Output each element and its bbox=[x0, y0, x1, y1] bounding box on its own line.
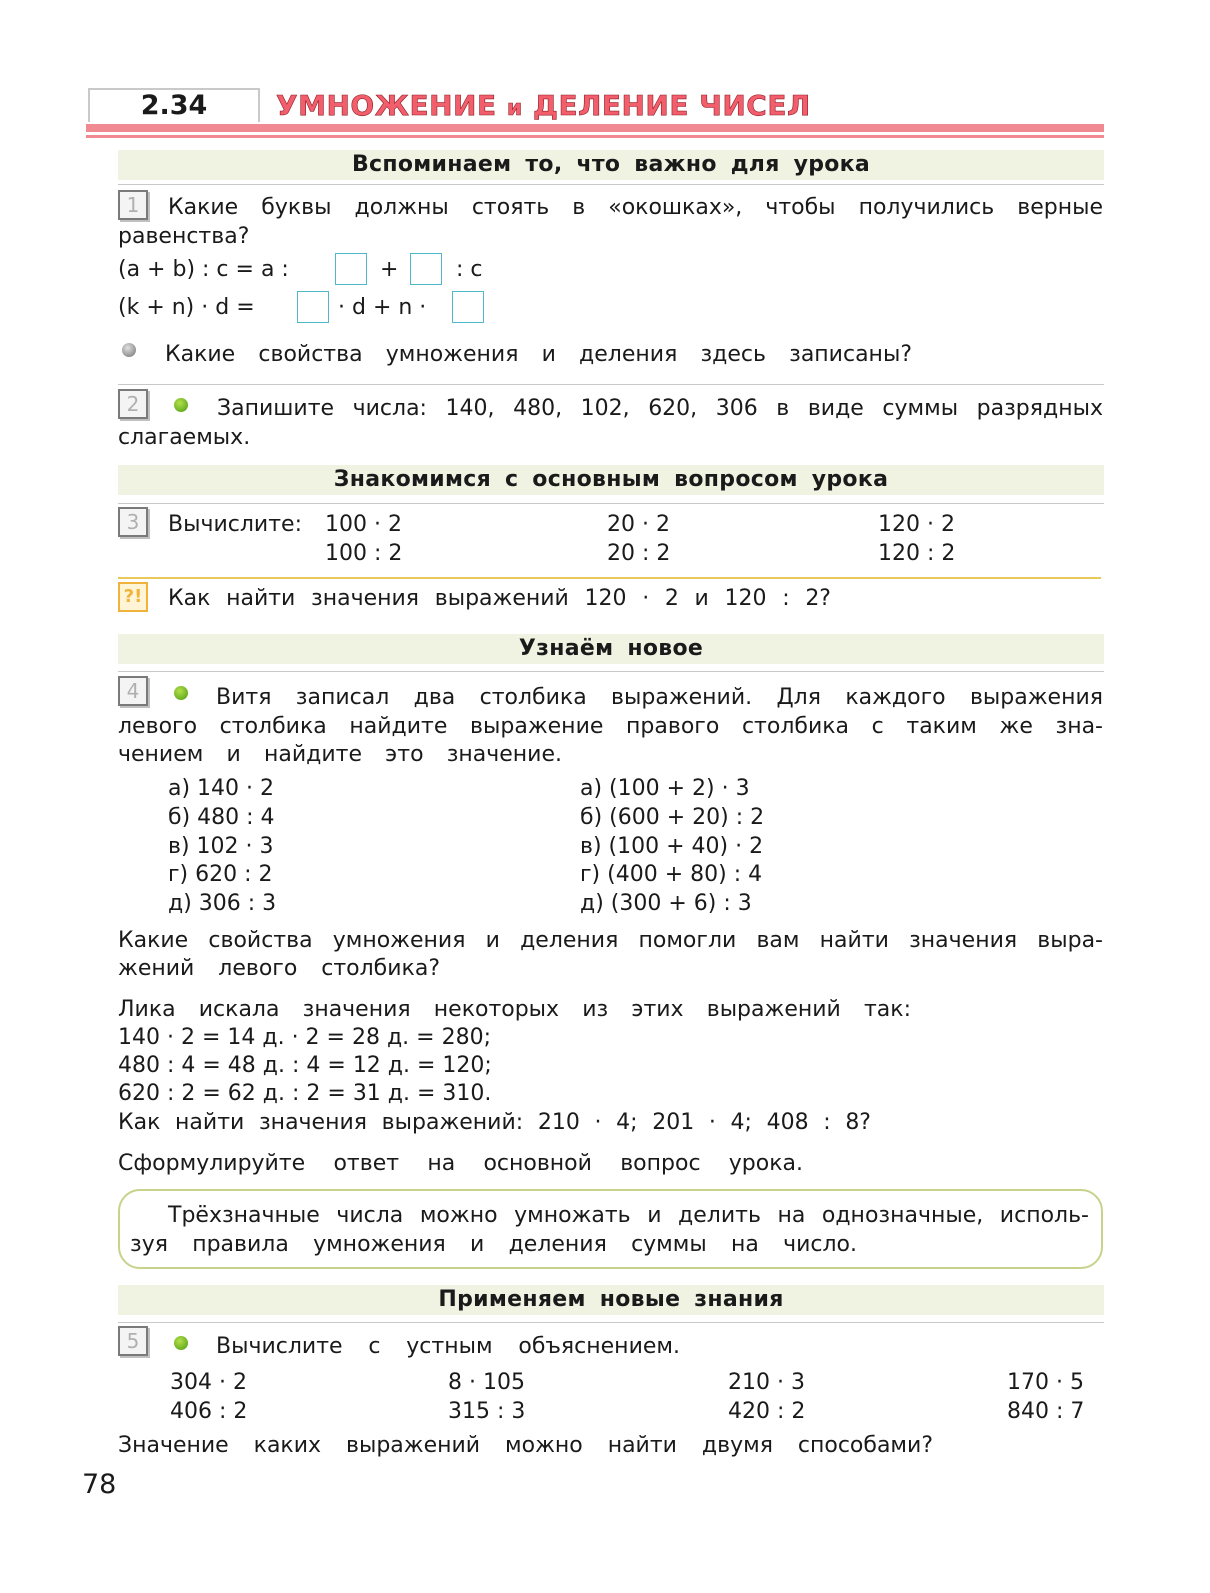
rule-text-line2: зуя правила умножения и деления суммы на число. bbox=[130, 1232, 857, 1257]
task3-expr: 100 · 2 bbox=[325, 512, 402, 537]
task4-right-expr: в) (100 + 40) · 2 bbox=[580, 834, 764, 859]
answer-window-2[interactable] bbox=[410, 253, 442, 285]
task-number-1: 1 bbox=[118, 190, 148, 220]
task4-lika-line: 620 : 2 = 62 д. : 2 = 31 д. = 310. bbox=[118, 1081, 492, 1106]
task4-question-line2: жений левого столбика? bbox=[118, 956, 440, 981]
green-dot-icon bbox=[174, 398, 188, 412]
task4-text-line2: левого столбика найдите выражение правого столбика с таким же зна- bbox=[118, 714, 1103, 739]
problem-divider bbox=[118, 577, 1101, 579]
task5-expr: 840 : 7 bbox=[1007, 1399, 1085, 1424]
divider bbox=[118, 184, 1104, 185]
task5-expr: 315 : 3 bbox=[448, 1399, 526, 1424]
grey-dot-icon bbox=[122, 343, 136, 357]
section-header-recall: Вспоминаем то, что важно для урока bbox=[118, 150, 1104, 180]
task4-lika-line: 480 : 4 = 48 д. : 4 = 12 д. = 120; bbox=[118, 1053, 492, 1078]
answer-window-3[interactable] bbox=[297, 291, 329, 323]
task1-equation-1: (a + b) : c = a : bbox=[118, 257, 289, 282]
divider bbox=[118, 503, 1104, 504]
task1-text-line2: равенства? bbox=[118, 224, 250, 249]
rule-text-line1: Трёхзначные числа можно умножать и делить на однозначные, исполь- bbox=[168, 1203, 1089, 1228]
task-number-3: 3 bbox=[118, 507, 148, 537]
task-number-2: 2 bbox=[118, 389, 148, 419]
title-part2: ДЕЛЕНИЕ bbox=[533, 89, 689, 122]
task4-left-expr: д) 306 : 3 bbox=[168, 891, 277, 916]
title-underline-thin bbox=[86, 135, 1104, 138]
page-number: 78 bbox=[82, 1469, 117, 1500]
task5-expr: 170 · 5 bbox=[1007, 1370, 1084, 1395]
task5-expr: 406 : 2 bbox=[170, 1399, 248, 1424]
task5-expr: 8 · 105 bbox=[448, 1370, 525, 1395]
task4-right-expr: б) (600 + 20) : 2 bbox=[580, 805, 765, 830]
task3-expr: 120 · 2 bbox=[878, 512, 955, 537]
task-number-5: 5 bbox=[118, 1326, 148, 1356]
task2-text-line1: Запишите числа: 140, 480, 102, 620, 306 в виде суммы разрядных bbox=[217, 396, 1103, 421]
task4-formulate: Сформулируйте ответ на основной вопрос урока. bbox=[118, 1151, 803, 1176]
title-part1: УМНОЖЕНИЕ bbox=[276, 89, 497, 122]
task5-expr: 304 · 2 bbox=[170, 1370, 247, 1395]
task4-right-expr: д) (300 + 6) : 3 bbox=[580, 891, 752, 916]
answer-window-4[interactable] bbox=[452, 291, 484, 323]
task3-label: Вычислите: bbox=[168, 512, 302, 537]
task2-text-line2: слагаемых. bbox=[118, 425, 251, 450]
task5-text: Вычислите с устным объяснением. bbox=[216, 1334, 680, 1359]
task4-left-expr: в) 102 · 3 bbox=[168, 834, 274, 859]
task4-text-line3: чением и найдите это значение. bbox=[118, 742, 562, 767]
section-header-intro: Знакомимся с основным вопросом урока bbox=[118, 465, 1104, 495]
lesson-title bbox=[276, 86, 811, 129]
task4-right-expr: г) (400 + 80) : 4 bbox=[580, 862, 763, 887]
task4-text-line1: Витя записал два столбика выражений. Для каждого выражения bbox=[216, 685, 1103, 710]
task4-how: Как найти значения выражений: 210 · 4; 201 · 4; 408 : 8? bbox=[118, 1110, 871, 1135]
title-underline bbox=[86, 124, 1104, 132]
task4-question-line1: Какие свойства умножения и деления помогли вам найти значения выра- bbox=[118, 928, 1103, 953]
green-dot-icon bbox=[174, 1336, 188, 1350]
divider bbox=[118, 1322, 1104, 1323]
task4-lika-intro: Лика искала значения некоторых из этих выражений так: bbox=[118, 997, 911, 1022]
task3-expr: 100 : 2 bbox=[325, 541, 403, 566]
section-header-new: Узнаём новое bbox=[118, 634, 1104, 664]
section-header-apply: Применяем новые знания bbox=[118, 1285, 1104, 1315]
task1-question: Какие свойства умножения и деления здесь записаны? bbox=[165, 342, 912, 367]
task1-eq1-plus: + bbox=[380, 257, 399, 282]
task3-expr: 20 · 2 bbox=[607, 512, 670, 537]
task-number-4: 4 bbox=[118, 676, 148, 706]
task1-text-line1: Какие буквы должны стоять в «окошках», чтобы получились верные bbox=[168, 195, 1103, 220]
lesson-number: 2.34 bbox=[140, 90, 208, 121]
green-dot-icon bbox=[174, 686, 188, 700]
divider bbox=[118, 671, 1104, 672]
task4-left-expr: г) 620 : 2 bbox=[168, 862, 273, 887]
task4-left-expr: а) 140 · 2 bbox=[168, 776, 275, 801]
title-part3: ЧИСЕЛ bbox=[699, 89, 811, 122]
task1-eq1-tail: : c bbox=[456, 257, 483, 282]
task5-question: Значение каких выражений можно найти двумя способами? bbox=[118, 1433, 933, 1458]
problem-question: Как найти значения выражений 120 · 2 и 120 : 2? bbox=[168, 586, 831, 611]
task3-expr: 20 : 2 bbox=[607, 541, 671, 566]
title-and: и bbox=[506, 96, 523, 121]
answer-window-1[interactable] bbox=[335, 253, 367, 285]
task5-expr: 420 : 2 bbox=[728, 1399, 806, 1424]
problem-icon: ?! bbox=[118, 582, 148, 612]
task1-equation-2: (k + n) · d = bbox=[118, 295, 255, 320]
task4-right-expr: а) (100 + 2) · 3 bbox=[580, 776, 750, 801]
task1-eq2-mid: · d + n · bbox=[338, 295, 427, 320]
task4-left-expr: б) 480 : 4 bbox=[168, 805, 275, 830]
task5-expr: 210 · 3 bbox=[728, 1370, 805, 1395]
task3-expr: 120 : 2 bbox=[878, 541, 956, 566]
divider bbox=[118, 384, 1104, 385]
task4-lika-line: 140 · 2 = 14 д. · 2 = 28 д. = 280; bbox=[118, 1025, 491, 1050]
